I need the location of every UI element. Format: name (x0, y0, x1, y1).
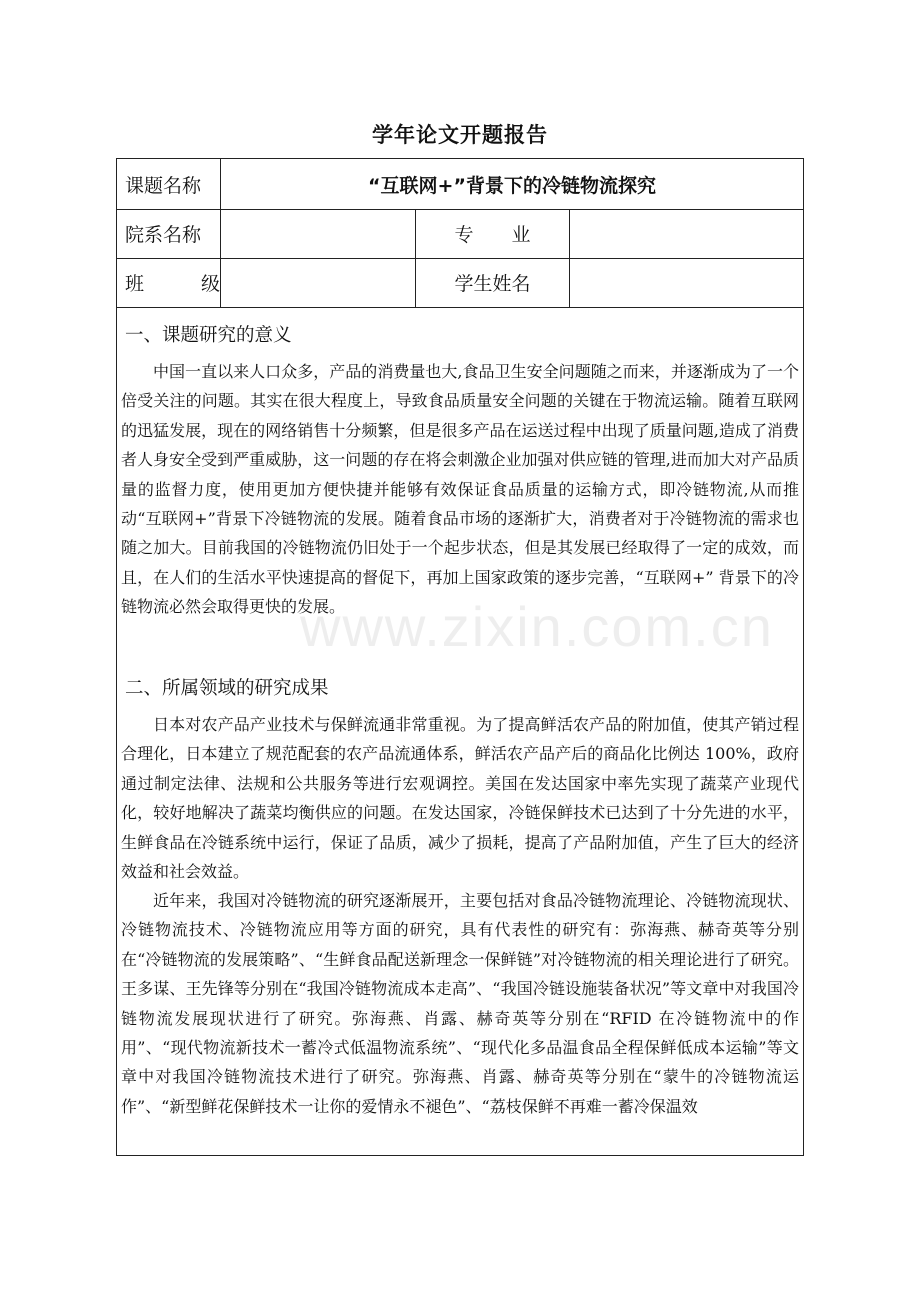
row-divider (117, 307, 803, 308)
major-value (570, 209, 803, 258)
paragraph-significance: 中国一直以来人口众多，产品的消费量也大,食品卫生安全问题随之而来，并逐渐成为了一个倍受关注的问题。其实在很大程度上，导致食品质量安全问题的关键在于物流运输。随着互联网的迅猛发展，现在的网络销售十分频繁，但是很多产品在运送过程中出现了质量问题,造成了消费者人身安全受到严重威胁，这一问题的存在将会刺激企业加强对供应链的管理,进而加大对产品质量的监督力度，使用更加方便快捷并能够有效保证食品质量的运输方式，即冷链物流,从而推动“互联网+”背景下冷链物流的发展。随着食品市场的逐渐扩大，消费者对于冷链物流的需求也随之加大。目前我国的冷链物流仍旧处于一个起步状态，但是其发展已经取得了一定的成效，而且，在人们的生活水平快速提高的督促下，再加上国家政策的逐步完善，“互联网+” 背景下的冷链物流必然会取得更快的发展。 (121, 362, 799, 617)
paragraph-domestic-research: 近年来，我国对冷链物流的研究逐渐展开，主要包括对食品冷链物流理论、冷链物流现状、冷链物流技术、冷链物流应用等方面的研究，具有代表性的研究有：弥海燕、赫奇英等分别在“冷链物流的发展策略”、“生鲜食品配送新理念一保鲜链”对冷链物流的相关理论进行了研究。王多谋、王先锋等分别在“我国冷链物流成本走高”、“我国冷链设施装备状况”等文章中对我国冷链物流发展现状进行了研究。弥海燕、肖露、赫奇英等分别在“RFID 在冷链物流中的作用”、“现代物流新技术一蓄冷式低温物流系统”、“现代化多品温食品全程保鲜低成本运输”等文章中对我国冷链物流技术进行了研究。弥海燕、肖露、赫奇英等分别在“蒙牛的冷链物流运作”、“新型鲜花保鲜技术一让你的爱情永不褪色”、“荔枝保鲜不再难一蓄冷保温效 (121, 891, 799, 1116)
department-label: 院系名称 (125, 224, 202, 246)
class-value (221, 258, 415, 307)
department-value (221, 209, 415, 258)
class-label: 班 级 (125, 273, 221, 295)
topic-value: “互联网+”背景下的冷链物流探究 (368, 174, 656, 197)
major-label: 专 业 (454, 224, 531, 246)
section-heading-research-results: 二、所属领域的研究成果 (125, 678, 329, 699)
proposal-form (116, 158, 804, 1156)
paragraph-foreign-research: 日本对农产品产业技术与保鲜流通非常重视。为了提高鲜活农产品的附加值，使其产销过程合理化，日本建立了规范配套的农产品流通体系，鲜活农产品产后的商品化比例达 100%，政府通过制定法律、法规和公共服务等进行宏观调控。美国在发达国家中率先实现了蔬菜产业现代化，较好地解决了蔬菜均衡供应的问题。在发达国家，冷链保鲜技术已达到了十分先进的水平，生鲜食品在冷链系统中运行，保证了品质，减少了损耗，提高了产品附加值，产生了巨大的经济效益和社会效益。 (121, 715, 799, 882)
topic-label: 课题名称 (125, 174, 202, 197)
student-name-value (570, 258, 803, 307)
student-name-label: 学生姓名 (454, 273, 531, 295)
watermark: www.zixin.com.cn (300, 595, 774, 658)
section-heading-significance: 一、课题研究的意义 (125, 325, 292, 346)
report-title: 学年论文开题报告 (372, 123, 548, 147)
